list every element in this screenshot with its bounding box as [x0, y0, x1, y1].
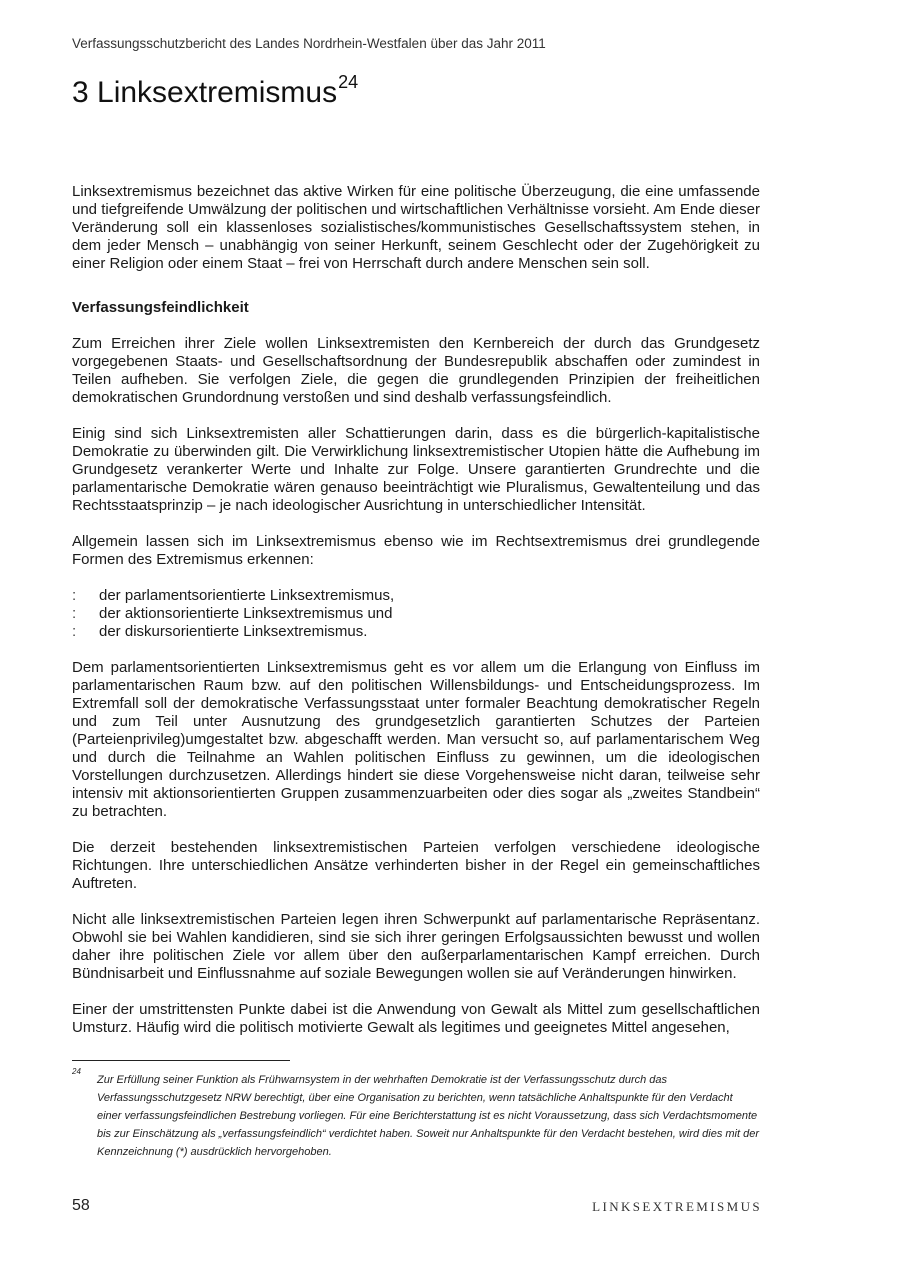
list-marker: : [72, 587, 77, 604]
page-number: 58 [72, 1197, 90, 1214]
paragraph: Die derzeit bestehenden linksextremistischen Parteien verfolgen verschiedene ideologische Richtungen. Ihre unterschiedlichen Ansätze verhinderten bisher in der Regel ein gemeinschaftliches Auftreten. [72, 839, 760, 892]
list-marker: : [72, 623, 77, 640]
chapter-title-text: 3 Linksextremismus [72, 76, 338, 109]
paragraph: Allgemein lassen sich im Linksextremismus ebenso wie im Rechtsextremismus drei grundlegende Formen des Extremismus erkennen: [72, 533, 760, 568]
intro-paragraph: Linksextremismus bezeichnet das aktive Wirken für eine politische Überzeugung, die eine umfassende und tiefgreifende Umwälzung der politischen und wirtschaftlichen Verhältnisse vorsieht. Am Ende dieser Veränderung soll ein klassenloses sozialistisches/kommunistisches Gesellschaftssystem stehen, in dem jeder Mensch – unabhängig von seiner Herkunft, seinem Geschlecht oder der Zugehörigkeit zu einer Religion oder einem Staat – frei von Herrschaft durch andere Menschen sein soll. [72, 183, 760, 272]
footnote [72, 1067, 760, 1161]
list-item-text: der aktionsorientierte Linksextremismus und [99, 605, 393, 622]
list-item [72, 623, 760, 641]
paragraph: Einer der umstrittensten Punkte dabei ist die Anwendung von Gewalt als Mittel zum gesellschaftlichen Umsturz. Häufig wird die politisch motivierte Gewalt als legitimes und geeignetes Mittel angesehen, [72, 1001, 760, 1036]
paragraph: Dem parlamentsorientierten Linksextremismus geht es vor allem um die Erlangung von Einfluss im parlamentarischen Raum bzw. auf den politischen Willensbildungs- und Entscheidungsprozess. Im Extremfall soll der demokratische Verfassungsstaat unter formaler Beachtung demokratischer Regeln und zum Teil unter Ausnutzung des grundgesetzlich garantierten Schutzes der Parteien (Parteienprivileg)umgestaltet bzw. abgeschafft werden. Man versucht so, auf parlamentarischem Weg und durch die Teilnahme an Wahlen politischen Einfluss zu gewinnen, um die ideologischen Vorstellungen durchzusetzen. Allerdings hindert sie diese Vorgehensweise nicht daran, teilweise sehr intensiv mit aktionsorientierten Gruppen zusammenzuarbeiten oder dies sogar als „zweites Standbein“ zu betrachten. [72, 659, 760, 820]
footnote-divider [72, 1060, 290, 1061]
footnote-marker: 24 [72, 1067, 81, 1076]
list-item [72, 605, 760, 623]
forms-list [72, 587, 760, 641]
section-heading: Verfassungsfeindlichkeit [72, 299, 249, 316]
list-marker: : [72, 605, 77, 622]
list-item [72, 587, 760, 605]
chapter-title [72, 62, 358, 113]
paragraph: Nicht alle linksextremistischen Parteien legen ihren Schwerpunkt auf parlamentarische Repräsentanz. Obwohl sie bei Wahlen kandidieren, sind sie sich ihrer geringen Erfolgsaussichten bewusst und wollen daher ihre politischen Ziele vor allem über den außerparlamentarischen Kampf erreichen. Durch Bündnisarbeit und Einflussnahme auf soziale Bewegungen wollen sie auf Veränderungen hinwirken. [72, 911, 760, 982]
running-header: Verfassungsschutzbericht des Landes Nordrhein-Westfalen über das Jahr 2011 [72, 36, 546, 51]
footer-section-label: LINKSEXTREMISMUS [592, 1199, 762, 1214]
body-text [72, 183, 760, 1055]
paragraph: Einig sind sich Linksextremisten aller Schattierungen darin, dass es die bürgerlich-kapitalistische Demokratie zu überwinden gilt. Die Verwirklichung linksextremistischer Utopien hätte die Aufhebung im Grundgesetz verankerter Werte und Inhalte zur Folge. Unsere garantierten Grundrechte und die parlamentarische Demokratie wären genauso beeinträchtigt wie Pluralismus, Gewaltenteilung und das Rechtsstaatsprinzip – je nach ideologischer Ausrichtung in unterschiedlicher Intensität. [72, 425, 760, 514]
footnote-text: Zur Erfüllung seiner Funktion als Frühwarnsystem in der wehrhaften Demokratie ist der Verfassungsschutz durch das Verfassungsschutzgesetz NRW berechtigt, über eine Organisation zu berichten, wenn tatsächliche Anhaltspunkte für den Verdacht einer verfassungsfeindlichen Bestrebung vorliegen. Für eine Berichterstattung ist es nicht Voraussetzung, dass sich Verdachtsmomente bis zur Einschätzung als „verfassungsfeindlich“ verdichtet haben. Soweit nur Anhaltspunkte für den Verdacht bestehen, wird dies mit der Kennzeichnung (*) ausdrücklich hervorgehoben. [97, 1074, 759, 1158]
paragraph: Zum Erreichen ihrer Ziele wollen Linksextremisten den Kernbereich der durch das Grundgesetz vorgegebenen Staats- und Gesellschaftsordnung der Bundesrepublik abschaffen oder zumindest in Teilen aufheben. Sie verfolgen Ziele, die gegen die grundlegenden Prinzipien der freiheitlichen demokratischen Grundordnung verstoßen und sind deshalb verfassungsfeindlich. [72, 335, 760, 406]
footnote-reference[interactable]: 24 [338, 72, 359, 92]
list-item-text: der diskursorientierte Linksextremismus. [99, 623, 368, 640]
list-item-text: der parlamentsorientierte Linksextremismus, [99, 587, 395, 604]
